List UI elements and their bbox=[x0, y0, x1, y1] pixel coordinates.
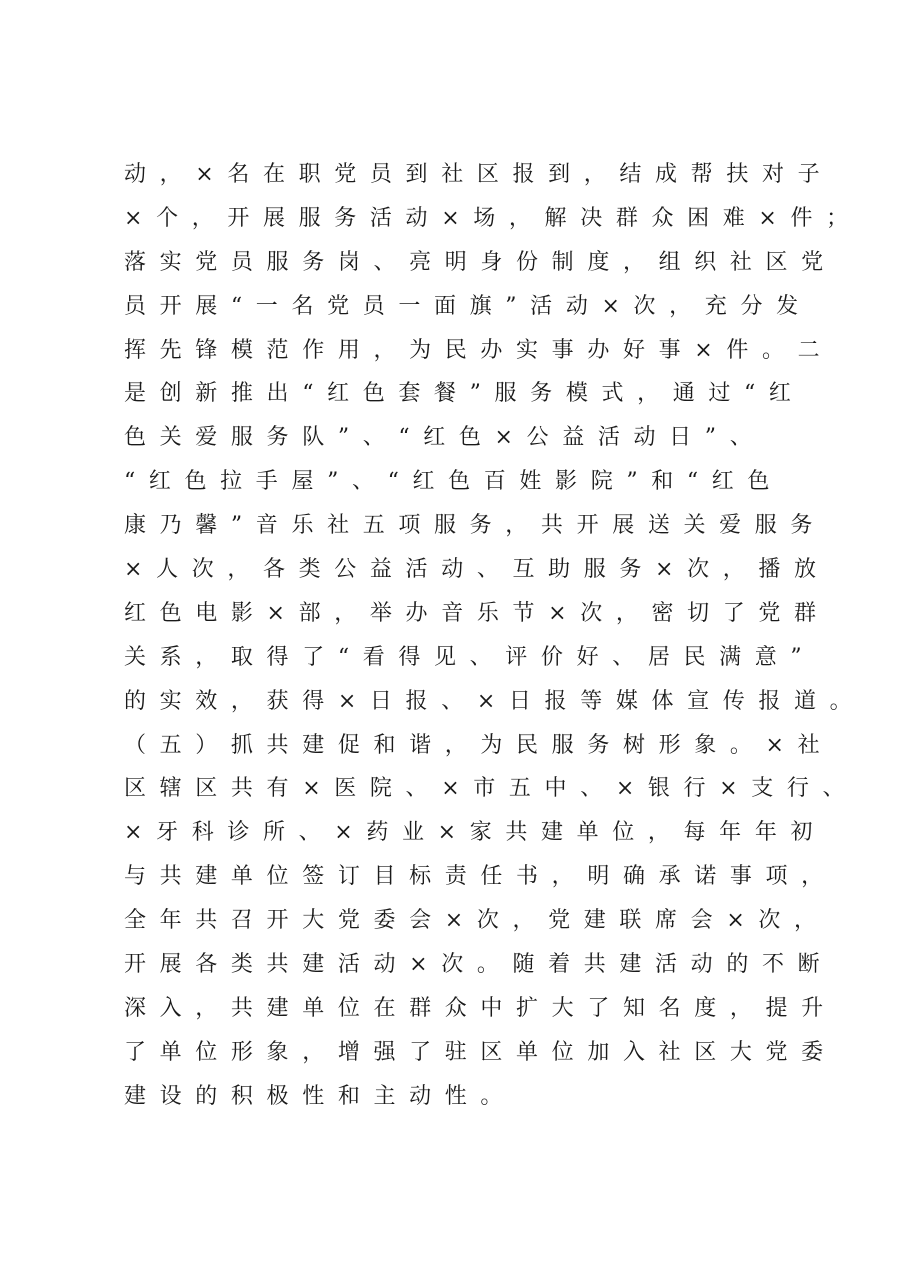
text-line: 落实党员服务岗、亮明身份制度，组织社区党 bbox=[124, 249, 837, 275]
text-line: 建设的积极性和主动性。 bbox=[124, 1083, 517, 1109]
text-line: ×牙科诊所、×药业×家共建单位，每年年初 bbox=[124, 820, 827, 846]
text-line: 员开展“一名党员一面旗”活动×次，充分发 bbox=[124, 293, 812, 319]
text-line: 是创新推出“红色套餐”服务模式，通过“红 bbox=[124, 381, 805, 407]
text-line: 了单位形象，增强了驻区单位加入社区大党委 bbox=[124, 1039, 837, 1065]
text-line: 开展各类共建活动×次。随着共建活动的不断 bbox=[124, 952, 834, 978]
text-line: 全年共召开大党委会×次，党建联席会×次， bbox=[124, 908, 830, 934]
text-line: ×人次，各类公益活动、互助服务×次，播放 bbox=[124, 557, 830, 583]
text-line: 的实效，获得×日报、×日报等媒体宣传报道。 bbox=[124, 688, 866, 714]
body-text bbox=[124, 153, 866, 1119]
text-line: 深入，共建单位在群众中扩大了知名度，提升 bbox=[124, 995, 837, 1021]
text-line: 关系，取得了“看得见、评价好、居民满意” bbox=[124, 644, 816, 670]
text-line: 康乃馨”音乐社五项服务，共开展送关爱服务 bbox=[124, 513, 827, 539]
text-line: 挥先锋模范作用，为民办实事办好事×件。二 bbox=[124, 337, 834, 363]
section-heading-line: （五）抓共建促和谐，为民服务树形象。×社 bbox=[124, 732, 834, 758]
text-line: 色关爱服务队”、“红色×公益活动日”、 bbox=[124, 425, 766, 451]
text-line: 红色电影×部，举办音乐节×次，密切了党群 bbox=[124, 600, 830, 626]
text-line: ×个，开展服务活动×场，解决群众困难×件； bbox=[124, 205, 862, 231]
text-line: 与共建单位签订目标责任书，明确承诺事项， bbox=[124, 864, 837, 890]
text-line: 区辖区共有×医院、×市五中、×银行×支行、 bbox=[124, 776, 859, 802]
text-line: “红色拉手屋”、“红色百姓影院”和“红色 bbox=[124, 469, 784, 495]
text-line: 动，×名在职党员到社区报到，结成帮扶对子 bbox=[124, 162, 834, 187]
